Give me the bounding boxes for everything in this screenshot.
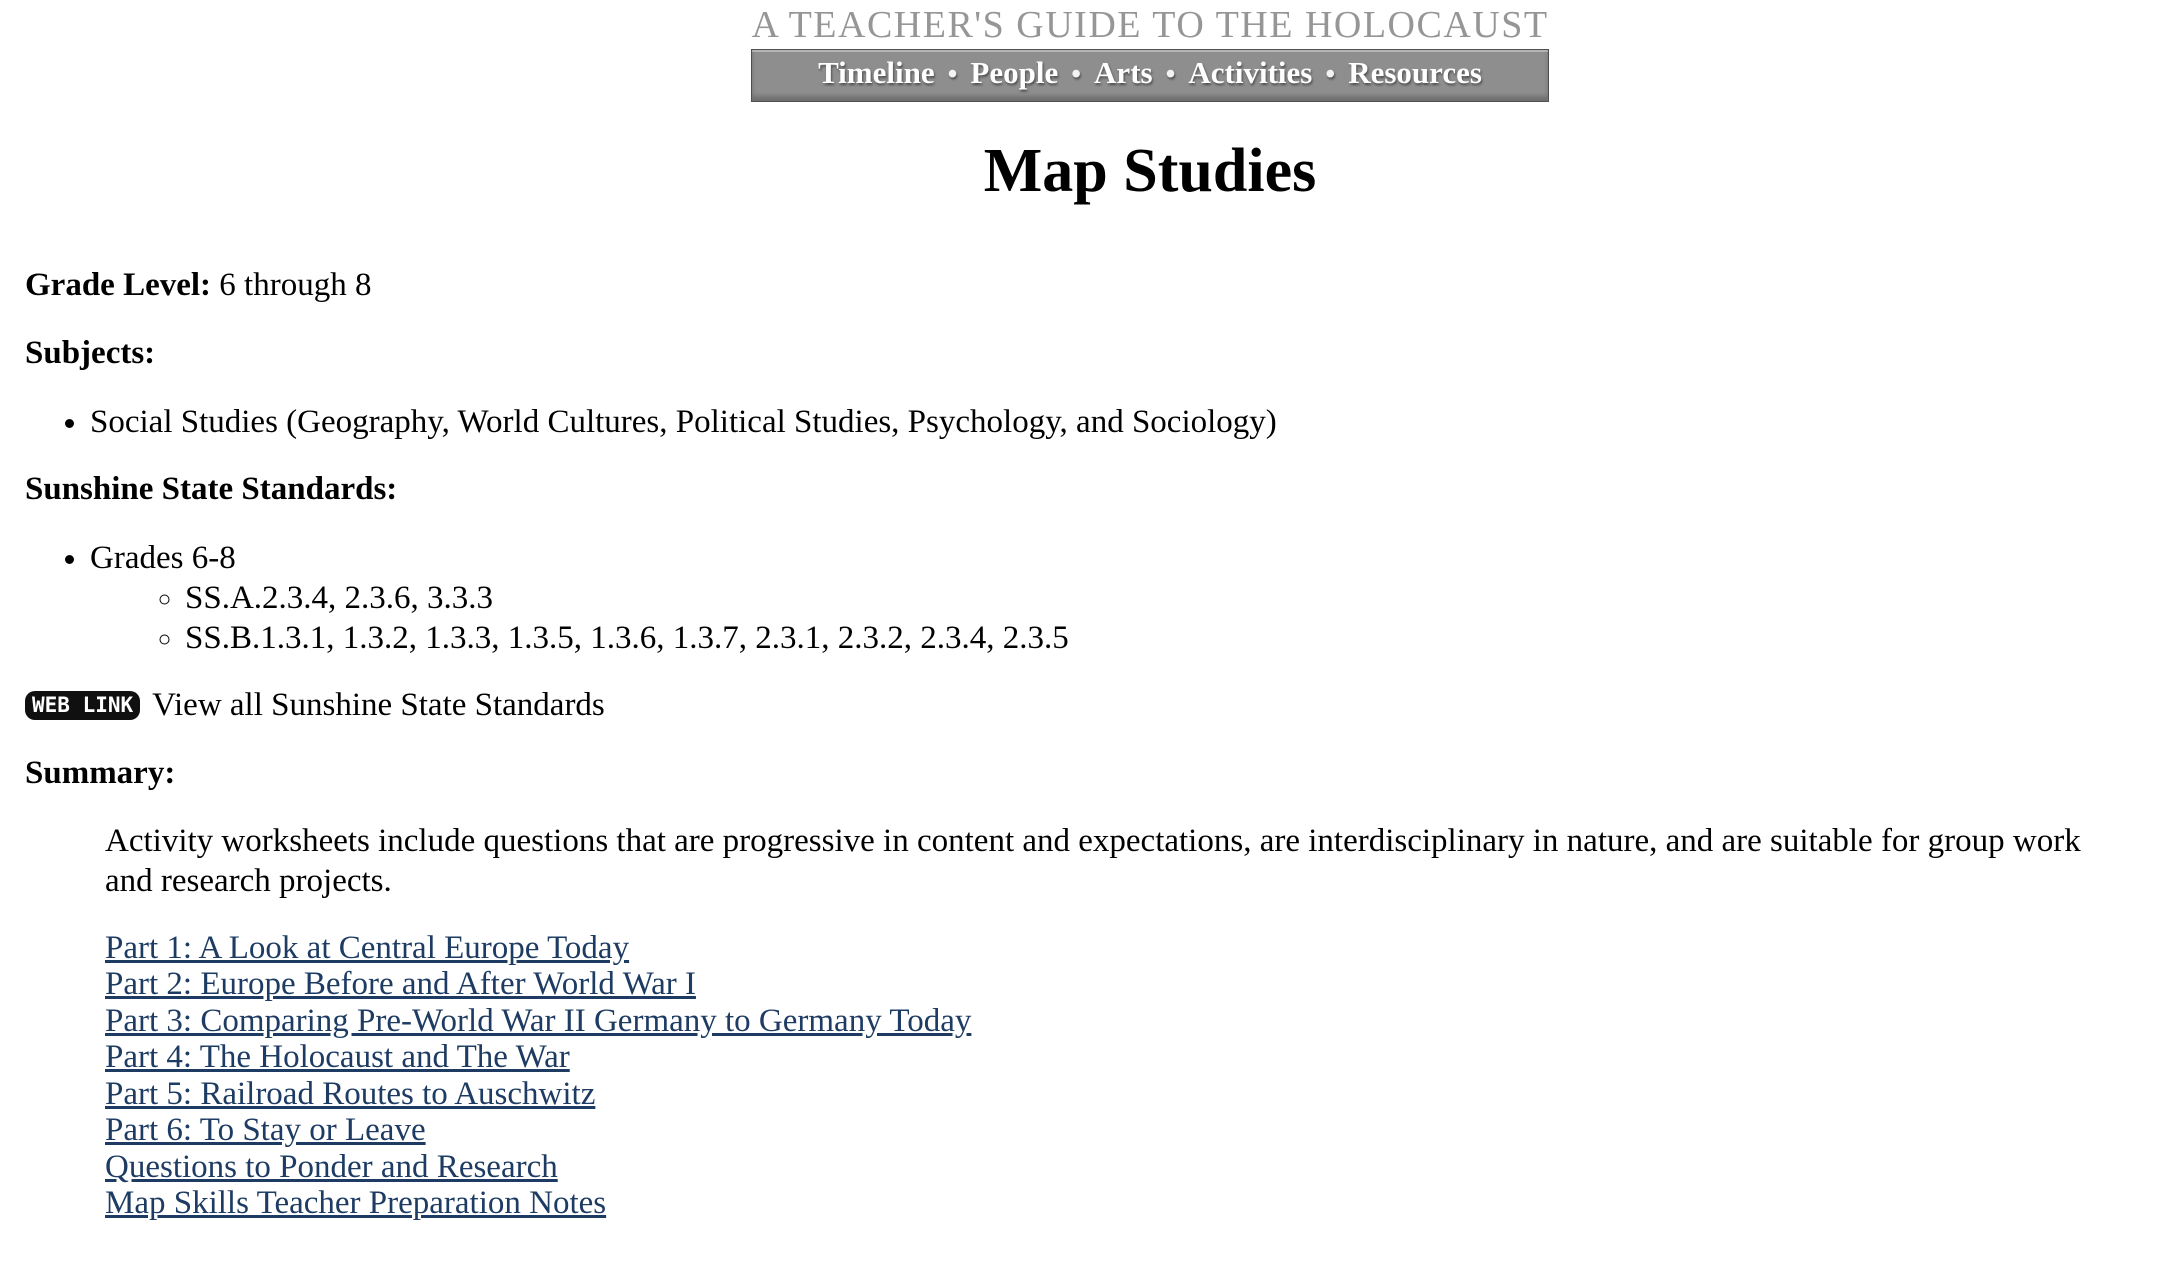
link-map-skills-notes[interactable]: Map Skills Teacher Preparation Notes <box>105 1185 607 1222</box>
link-part-3[interactable]: Part 3: Comparing Pre-World War II Germany to Germany Today <box>105 1002 972 1039</box>
grade-level-value: 6 through 8 <box>219 266 372 303</box>
page-title: Map Studies <box>983 136 1317 205</box>
summary-label: Summary: <box>25 754 176 791</box>
lesson-links-list <box>105 930 2101 1222</box>
standards-code-item: ◦ SS.A.2.3.4, 2.3.6, 3.3.3 <box>185 578 2141 618</box>
weblink-line <box>25 686 2141 726</box>
link-part-5[interactable]: Part 5: Railroad Routes to Auschwitz <box>105 1075 596 1112</box>
nav-separator-icon: • <box>947 59 958 90</box>
standards-list <box>25 538 2141 658</box>
nav-item-resources[interactable]: Resources <box>1348 55 1482 90</box>
nav-separator-icon: • <box>1071 59 1082 90</box>
nav-item-arts[interactable]: Arts <box>1094 55 1153 90</box>
nav-item-people[interactable]: People <box>970 55 1059 90</box>
grade-level-line <box>25 266 2141 306</box>
summary-text: Activity worksheets include questions that are progressive in content and expectations, are interdisciplinary in nature, and are suitable for group work and research projects. <box>105 822 2081 899</box>
nav-item-activities[interactable]: Activities <box>1188 55 1313 90</box>
site-title: A TEACHER'S GUIDE TO THE HOLOCAUST <box>751 4 1549 46</box>
standards-sublist <box>90 578 2141 658</box>
nav-item-timeline[interactable]: Timeline <box>818 55 935 90</box>
nav-separator-icon: • <box>1325 59 1336 90</box>
standards-code-item: ◦ SS.B.1.3.1, 1.3.2, 1.3.3, 1.3.5, 1.3.6, 1.3.7, 2.3.1, 2.3.2, 2.3.4, 2.3.5 <box>185 618 2141 658</box>
link-part-2[interactable]: Part 2: Europe Before and After World War I <box>105 966 696 1003</box>
link-part-1[interactable]: Part 1: A Look at Central Europe Today <box>105 929 630 966</box>
subjects-list <box>25 402 2141 442</box>
main-nav-bar <box>751 49 1548 102</box>
subject-item: • Social Studies (Geography, World Cultures, Political Studies, Psychology, and Sociology) <box>90 402 2141 442</box>
link-part-4[interactable]: Part 4: The Holocaust and The War <box>105 1039 570 1076</box>
nav-separator-icon: • <box>1165 59 1176 90</box>
site-header-banner <box>751 6 1548 102</box>
summary-blockquote <box>105 822 2101 1222</box>
link-questions-to-ponder[interactable]: Questions to Ponder and Research <box>105 1148 558 1185</box>
weblink-text[interactable]: View all Sunshine State Standards <box>152 686 605 723</box>
link-part-6[interactable]: Part 6: To Stay or Leave <box>105 1112 426 1149</box>
standards-label: Sunshine State Standards: <box>25 470 398 507</box>
grade-level-label: Grade Level: <box>25 266 212 303</box>
subjects-label: Subjects: <box>25 334 156 371</box>
web-link-badge-icon[interactable]: WEB LINK <box>25 691 140 720</box>
standards-grade-group <box>90 538 2141 658</box>
standards-grade-label: Grades 6-8 <box>90 539 236 576</box>
